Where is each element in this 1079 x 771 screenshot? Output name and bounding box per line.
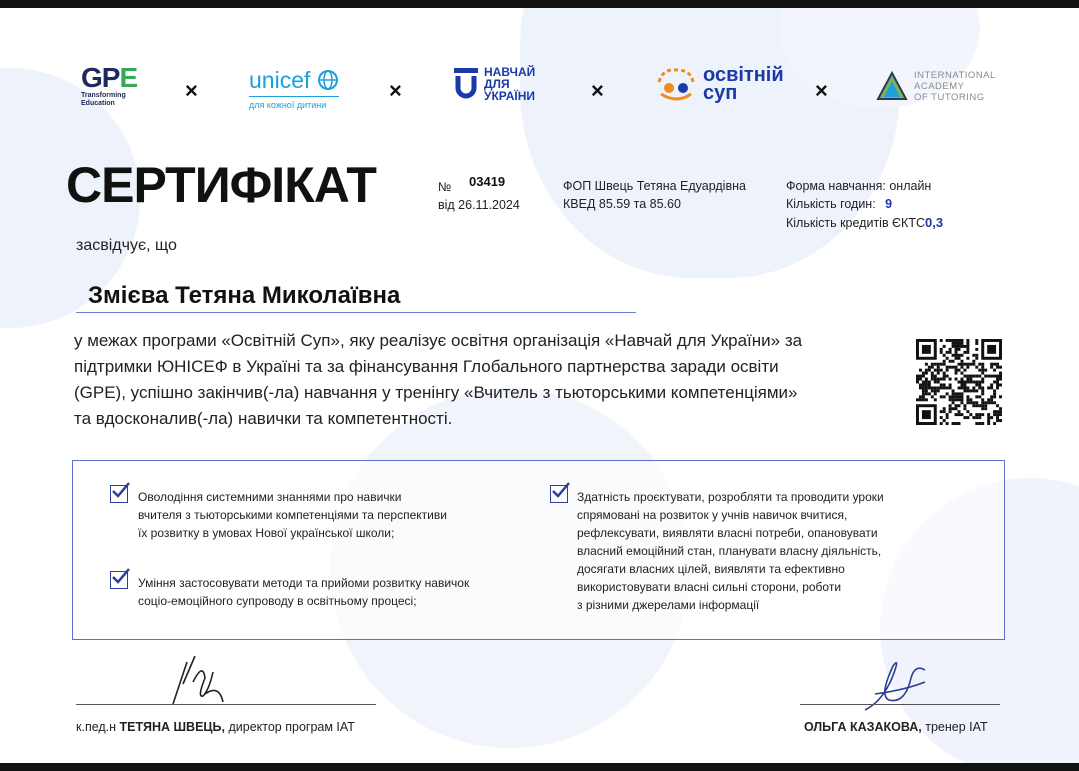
iat-logo: INTERNATIONAL ACADEMY OF TUTORING [876, 70, 996, 103]
certificate-body: у межах програми «Освітній Суп», яку реалізує освітня організація «Навчай для України» за підтримки ЮНІСЕФ в Україні та за фінансування Глобального партнерства заради освіти (GPE), успішно закінчив(-ла) навчання у тренінгу «Вчитель з тьюторськими компетенціями» та вдосконалив(-ла) навички та компетентності. [74, 331, 803, 428]
study-form: Форма навчання: онлайн [786, 179, 932, 193]
checkbox-checked-icon [110, 571, 128, 589]
hours-row: Кількість годин: 9 [786, 197, 893, 211]
globe-icon [317, 69, 339, 91]
osvitnii-sup-logo: освітній суп [655, 66, 784, 102]
signatory-left: к.пед.н ТЕТЯНА ШВЕЦЬ, директор програм IAT [76, 720, 355, 734]
certificate-title: СЕРТИФІКАТ [66, 157, 376, 213]
recipient-name: Змієва Тетяна Миколаївна [88, 282, 401, 309]
issuer-kved: КВЕД 85.59 та 85.60 [563, 197, 681, 211]
competency-item: Уміння застосовувати методи та прийоми розвитку навичок соціо-емоційного супроводу в освітньому процесі; [138, 576, 470, 608]
iat-triangle-icon [876, 71, 908, 103]
signature-left [165, 654, 235, 710]
navchai-icon [452, 66, 480, 102]
signature-line-left [76, 704, 376, 705]
hours-value: 9 [885, 197, 893, 211]
signatory-right: ОЛЬГА КАЗАКОВА, тренер IAT [804, 720, 988, 734]
credits-value: 0,3 [925, 215, 944, 230]
separator-cross: × [185, 78, 198, 103]
competency-item: Оволодіння системними знаннями про навички вчителя з тьюторськими компетенціями та перспективи їх розвитку в умовах Нової української школи; [138, 490, 447, 540]
certificate-date: від 26.11.2024 [438, 198, 520, 212]
navchai-logo: НАВЧАЙ ДЛЯ УКРАЇНИ [452, 66, 535, 102]
gpe-logo: GPE Transforming Education [81, 62, 138, 107]
separator-cross: × [591, 78, 604, 103]
credits-row: Кількість кредитів ЄКТС0,3 [786, 215, 944, 230]
separator-cross: × [389, 78, 402, 103]
certificate-number: 03419 [469, 174, 506, 189]
certifies-text: засвідчує, що [76, 237, 177, 254]
checkbox-checked-icon [550, 485, 568, 503]
soup-bowl-icon [655, 66, 697, 102]
unicef-logo: unicef для кожної дитини [249, 68, 339, 110]
recipient-underline [76, 312, 636, 313]
signature-line-right [800, 704, 1000, 705]
checkbox-checked-icon [110, 485, 128, 503]
number-label: № [438, 180, 452, 194]
issuer-name: ФОП Швець Тетяна Едуардівна [563, 179, 746, 193]
qr-code [916, 339, 1002, 425]
separator-cross: × [815, 78, 828, 103]
certificate-page [0, 8, 1079, 763]
competency-item: Здатність проєктувати, розробляти та проводити уроки спрямовані на розвиток у учнів навичок вчитися, рефлексувати, виявляти власні потреби, опановувати власний емоційний стан, планувати власну діяльність, досягати власних цілей, виявляти та ефективно використовувати власні сильні сторони, роботи з різними джерелами інформації [577, 490, 884, 612]
signature-right [855, 654, 935, 718]
